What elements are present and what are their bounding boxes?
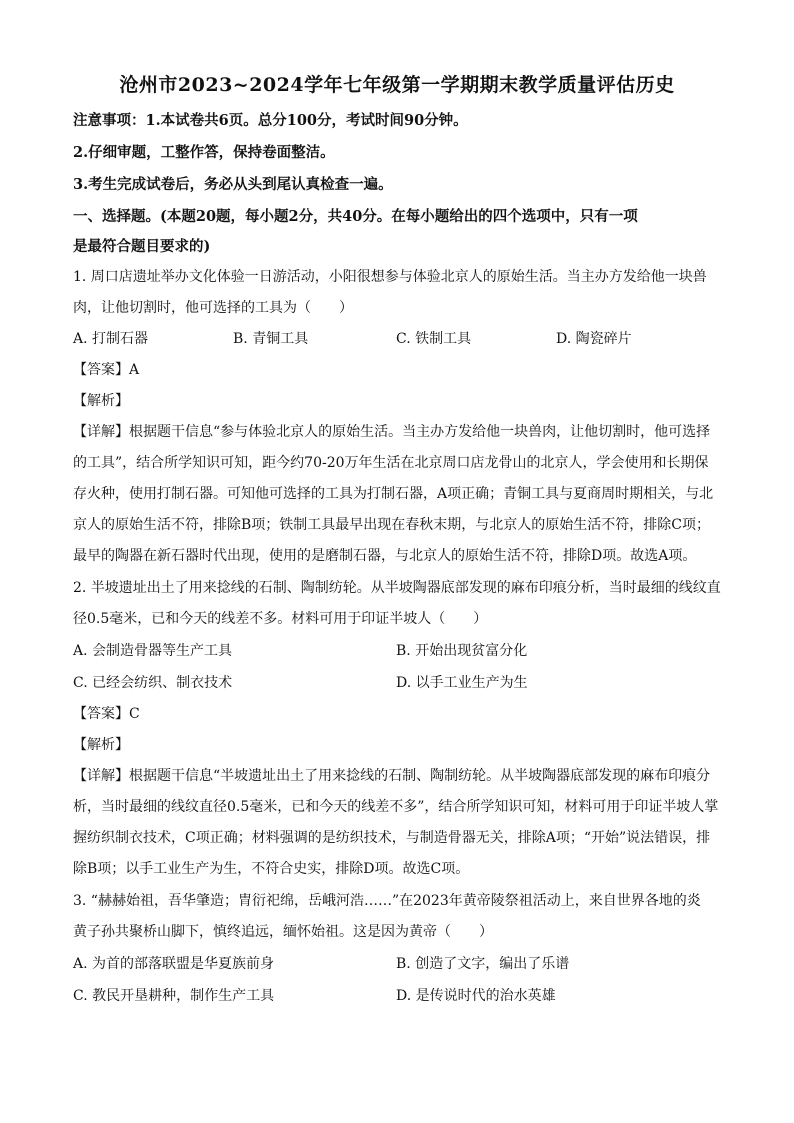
- q2-answer: [73, 703, 140, 723]
- q3-stem-line-2: 黄子孙共聚桥山脚下，慎终追远，缅怀始祖。这是因为黄帝（ ）: [73, 924, 493, 940]
- q2-detail-line-3: 握纺织制衣技术，C项正确；材料强调的是纺织技术，与制造骨器无关，排除A项；“开始”说法错误，排: [73, 830, 711, 846]
- notice-line-1: 注意事项：1.本试卷共6页。总分100分，考试时间90分钟。: [73, 112, 468, 129]
- q1-answer-value: A: [129, 362, 140, 378]
- q1-option-a: A. 打制石器: [73, 331, 149, 347]
- q3-option-c: C. 教民开垦耕种，制作生产工具: [73, 988, 275, 1004]
- q2-detail-label: 【详解】: [73, 768, 129, 784]
- q2-detail-line-1: [73, 765, 723, 785]
- q1-option-c: C. 铁制工具: [396, 331, 472, 347]
- q2-detail-line-4: 除B项；以手工业生产为生，不符合史实，排除D项。故选C项。: [73, 861, 470, 877]
- q3-option-a: A. 为首的部落联盟是华夏族前身: [73, 956, 275, 972]
- q1-detail-label: 【详解】: [73, 424, 129, 440]
- q1-stem-line-1: 1. 周口店遗址举办文化体验一日游活动，小阳很想参与体验北京人的原始生活。当主办方发给他一块兽: [73, 269, 707, 285]
- q2-option-b: B. 开始出现贫富分化: [396, 643, 528, 659]
- q2-stem-line-1: 2. 半坡遗址出土了用来捻线的石制、陶制纺轮。从半坡陶器底部发现的麻布印痕分析，当时最细的线纹直: [73, 580, 721, 596]
- q3-option-b: B. 创造了文字，编出了乐谱: [396, 956, 570, 972]
- q2-answer-value: C: [129, 706, 140, 722]
- q2-analysis-label: 【解析】: [73, 737, 129, 753]
- q3-stem-line-1: 3. “赫赫始祖，吾华肇造；胄衍祀绵，岳峨河浩……”在2023年黄帝陵祭祖活动上，来自世界各地的炎: [73, 893, 701, 909]
- q1-option-d: D. 陶瓷碎片: [556, 331, 632, 347]
- q1-detail-line-2: 的工具”，结合所学知识可知，距今约70-20万年生活在北京周口店龙骨山的北京人，学会使用和长期保: [73, 455, 709, 471]
- q1-detail-line-4: 京人的原始生活不符，排除B项；铁制工具最早出现在春秋末期，与北京人的原始生活不符，排除C项；: [73, 517, 710, 533]
- section-heading-line-2: 是最符合题目要求的): [73, 238, 211, 255]
- q2-detail-line-2: 析，当时最细的线纹直径0.5毫米，已和今天的线差不多”，结合所学知识可知，材料可用于印证半坡人掌: [73, 799, 719, 815]
- q1-answer-label: 【答案】: [73, 362, 129, 378]
- notice-line-2: 2.仔细审题，工整作答，保持卷面整洁。: [73, 144, 335, 161]
- page-title: 沧州市2023~2024学年七年级第一学期期末教学质量评估历史: [119, 74, 675, 96]
- q1-analysis-label: 【解析】: [73, 393, 129, 409]
- q2-option-a: A. 会制造骨器等生产工具: [73, 643, 233, 659]
- q2-detail-text-1: 根据题干信息“半坡遗址出土了用来捻线的石制、陶制纺轮。从半坡陶器底部发现的麻布印痕分: [129, 768, 711, 784]
- q2-option-c: C. 已经会纺织、制衣技术: [73, 675, 233, 691]
- notice-line-3: 3.考生完成试卷后，务必从头到尾认真检查一遍。: [73, 176, 393, 193]
- section-heading-line-1: 一、选择题。(本题20题，每小题2分，共40分。在每小题给出的四个选项中，只有一项: [73, 208, 638, 225]
- q2-stem-line-2: 径0.5毫米，已和今天的线差不多。材料可用于印证半坡人（ ）: [73, 611, 488, 627]
- q1-stem-line-2: 肉，让他切割时，他可选择的工具为（ ）: [73, 300, 353, 316]
- q1-answer: [73, 359, 139, 379]
- q1-detail-line-5: 最早的陶器在新石器时代出现，使用的是磨制石器，与北京人的原始生活不符，排除D项。故选A项。: [73, 548, 697, 564]
- q2-option-d: D. 以手工业生产为生: [396, 675, 528, 691]
- q1-detail-line-1: [73, 421, 723, 441]
- q1-detail-text-1: 根据题干信息“参与体验北京人的原始生活。当主办方发给他一块兽肉，让他切割时，他可选择: [129, 424, 711, 440]
- q1-detail-line-3: 存火种，使用打制石器。可知他可选择的工具为打制石器，A项正确；青铜工具与夏商周时期相关，与北: [73, 486, 714, 502]
- q1-option-b: B. 青铜工具: [233, 331, 309, 347]
- q3-option-d: D. 是传说时代的治水英雄: [396, 988, 556, 1004]
- q2-answer-label: 【答案】: [73, 706, 129, 722]
